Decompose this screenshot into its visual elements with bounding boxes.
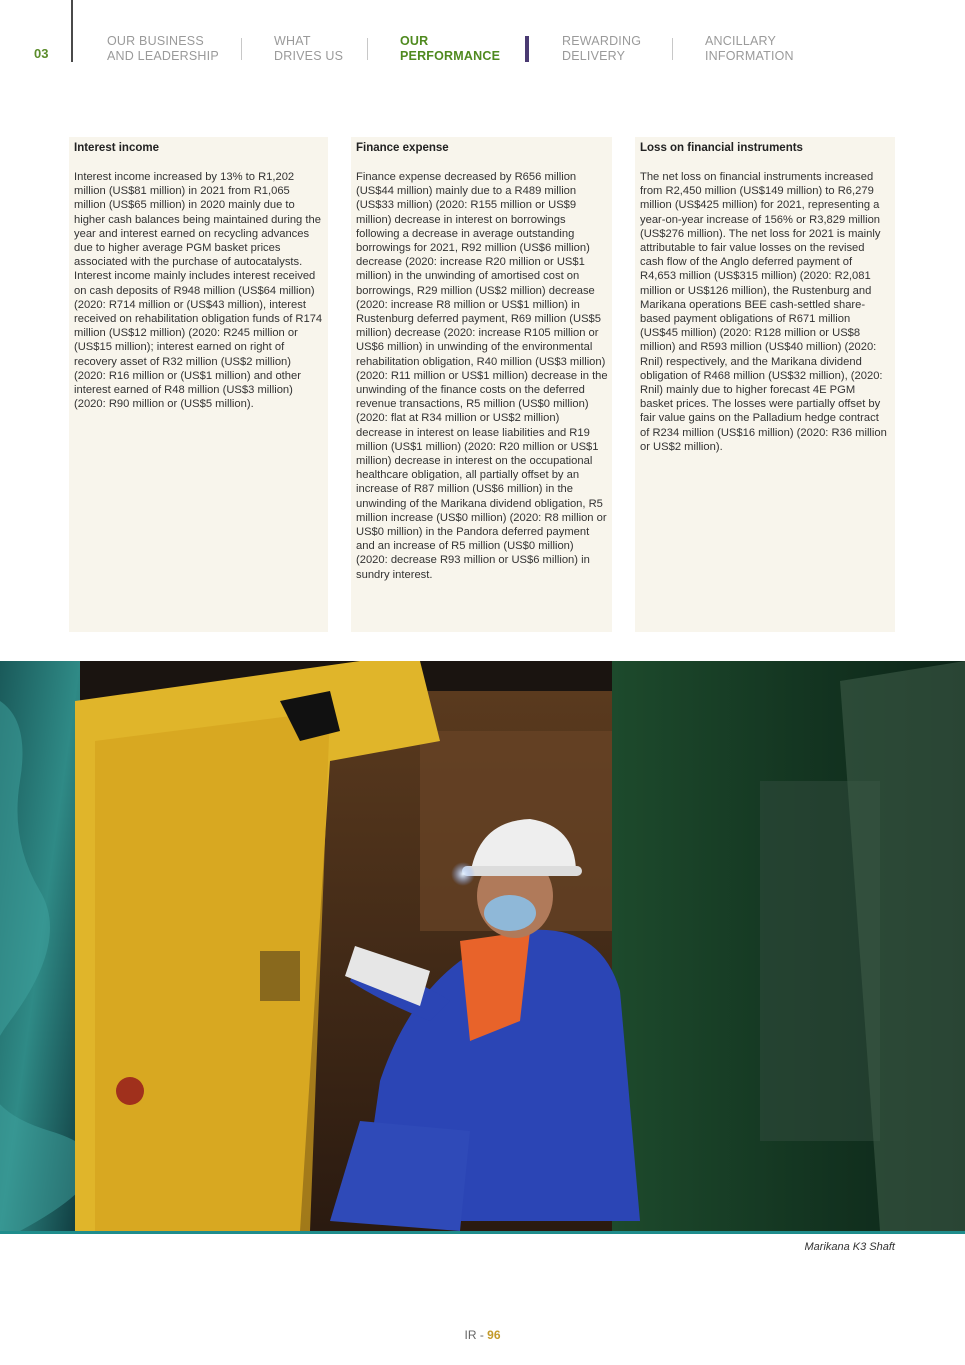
column-title: Interest income bbox=[74, 142, 159, 154]
page-prefix: IR - bbox=[464, 1328, 488, 1342]
nav-our-business[interactable]: OUR BUSINESS AND LEADERSHIP bbox=[107, 34, 219, 63]
page-number bbox=[0, 1328, 965, 1342]
column-body: Interest income increased by 13% to R1,202 million (US$81 million) in 2021 from R1,065 million (US$65 million) in 2020 mainly due to higher cash balances being maintained during the year and interest earned on recycling advances due to higher average PGM basket prices associated with the purchase of autocatalysts. Interest income mainly includes interest received on cash deposits of R948 million (US$64 million) (2020: R714 million or (US$43 million), interest received on rehabilitation obligation funds of R174 million (US$12 million) (2020: R245 million or (US$15 million); interest earned on right of recovery asset of R32 million (US$2 million) (2020: R16 million or (US$1 million) and other interest earned of R48 million (US$3 million) (2020: R90 million or (US$5 million). bbox=[74, 171, 323, 411]
nav-separator bbox=[367, 38, 368, 60]
column-finance-expense bbox=[351, 137, 612, 632]
column-body: The net loss on financial instruments increased from R2,450 million (US$149 million) to R6,279 million (US$425 million) for 2021, representing a year-on-year increase of 156% or R3,829 million (US$276 million). The net loss for 2021 is mainly attributable to fair value losses on the revised cash flow of the Anglo deferred payment of R4,653 million (US$315 million) (2020: R2,081 million or US$126 million), the Rustenburg and Marikana operations BEE cash-settled share-based payment obligations of R671 million (US$45 million) (2020: R128 million or US$8 million) and R593 million (US$40 million) (2020: Rnil) respectively, and the Marikana dividend obligation of R468 million (US$32 million), (2020: Rnil) mainly due to higher forecast 4E PGM basket prices. The losses were partially offset by fair value gains on the Palladium hedge contract of R234 million (US$16 million) (2020: R36 million or US$2 million). bbox=[640, 171, 887, 453]
nav-rewarding-delivery[interactable]: REWARDING DELIVERY bbox=[562, 34, 642, 63]
column-loss-financial-instruments bbox=[635, 137, 895, 632]
photo-illustration bbox=[0, 661, 965, 1231]
page-number-value: 96 bbox=[487, 1328, 501, 1342]
section-header bbox=[0, 0, 965, 80]
nav-our-performance[interactable]: OUR PERFORMANCE bbox=[400, 34, 501, 63]
column-interest-income bbox=[69, 137, 328, 632]
nav-active-marker bbox=[525, 36, 529, 62]
photo-caption: Marikana K3 Shaft bbox=[804, 1241, 895, 1253]
section-number: 03 bbox=[34, 46, 49, 61]
column-body: Finance expense decreased by R656 million (US$44 million) mainly due to a R489 million (US$33 million) (2020: R155 million or US$9 million) decrease in interest on borrowings following a decrease in average outstanding borrowings for 2021, R92 million (US$6 million) decrease (2020: increase R20 million or US$1 million) in the unwinding of amortised cost on borrowings, R29 million (US$2 million) decrease (2020: increase R8 million or US$1 million) in Rustenburg deferred payment, R69 million (US$5 million) decrease (2020: increase R105 million or US$6 million) in unwinding of the environmental rehabilitation obligation, R40 million (US$3 million) (2020: R11 million or US$1 million) decrease in the unwinding of the finance costs on the deferred revenue transactions, R5 million (US$0 million) (2020: flat at R34 million or US$2 million) decrease in interest on lease liabilities and R19 million (US$1 million) (2020: R20 million or US$1 million) decrease in interest on the occupational healthcare obligation, all partially offset by an increase of R87 million (US$6 million) in the unwinding of the Marikana dividend obligation, R5 million increase (US$0 million) (2020: R8 million or US$0 million) in the Pandora deferred payment and an increase of R5 million (US$0 million) (2020: decrease R93 million or US$6 million) in sundry interest. bbox=[356, 171, 608, 581]
nav-ancillary-information[interactable]: ANCILLARY INFORMATION bbox=[705, 34, 794, 63]
mine-worker-photo bbox=[0, 661, 965, 1231]
nav-separator bbox=[241, 38, 242, 60]
nav-separator bbox=[672, 38, 673, 60]
column-title: Loss on financial instruments bbox=[640, 142, 803, 154]
column-title: Finance expense bbox=[356, 142, 449, 154]
photo-rule bbox=[0, 1231, 965, 1234]
header-divider bbox=[71, 0, 73, 62]
nav-what-drives-us[interactable]: WHAT DRIVES US bbox=[274, 34, 344, 63]
